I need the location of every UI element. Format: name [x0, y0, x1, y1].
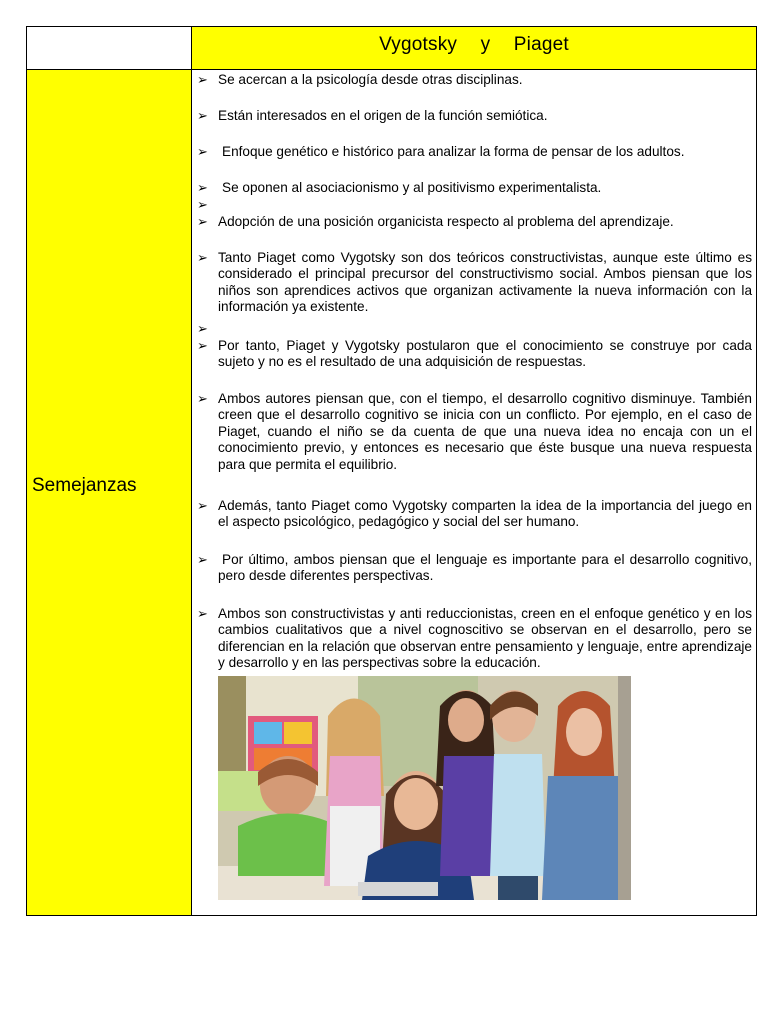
- header-title: Vygotsky y Piaget: [379, 34, 569, 55]
- arrow-bullet-icon: ➢: [197, 250, 208, 265]
- classroom-photo-illustration: [218, 676, 631, 900]
- arrow-bullet-icon: ➢: [197, 391, 208, 406]
- bullet-text: Tanto Piaget como Vygotsky son dos teóricos constructivistas, aunque este último es considerado el principal precursor del constructivismo social. Ambos piensan que los niños son aprendices activos que organizan activamente la nueva información con la información ya existente.: [218, 250, 752, 315]
- row-label-cell: [27, 70, 192, 915]
- bullet-text: Se oponen al asociacionismo y al positivismo experimentalista.: [222, 180, 602, 195]
- bullet-text: Además, tanto Piaget como Vygotsky comparten la idea de la importancia del juego en el aspecto psicológico, pedagógico y social del ser humano.: [218, 498, 752, 530]
- arrow-bullet-icon: ➢: [197, 498, 208, 513]
- bullet-text: Adopción de una posición organicista respecto al problema del aprendizaje.: [218, 214, 674, 229]
- header-cell: [192, 27, 756, 70]
- arrow-bullet-icon: ➢: [197, 606, 208, 621]
- bullet-text: Enfoque genético e histórico para analizar la forma de pensar de los adultos.: [222, 144, 685, 159]
- arrow-bullet-icon: ➢: [197, 552, 208, 567]
- arrow-bullet-icon: ➢: [197, 214, 208, 229]
- bullet-text: Ambos son constructivistas y anti reduccionistas, creen en el enfoque genético y en los cambios cualitativos que a nivel cognoscitivo se observan en el desarrollo, pero se diferencian en la relación que observan entre pensamiento y lenguaje, entre aprendizaje y desarrollo y en las perspectivas sobre la educación.: [218, 606, 752, 671]
- content-cell: [192, 70, 756, 915]
- arrow-bullet-icon: ➢: [197, 321, 208, 336]
- arrow-bullet-icon: ➢: [197, 338, 208, 353]
- comparison-table: [26, 26, 757, 916]
- arrow-bullet-icon: ➢: [197, 108, 208, 123]
- classroom-photo: [218, 676, 631, 900]
- bullet-text: Por último, ambos piensan que el lenguaje es importante para el desarrollo cognitivo, pero desde diferentes perspectivas.: [218, 552, 752, 584]
- bullet-text: Se acercan a la psicología desde otras disciplinas.: [218, 72, 523, 87]
- bullet-text: Ambos autores piensan que, con el tiempo, el desarrollo cognitivo disminuye. También creen que el desarrollo cognitivo se inicia con un conflicto. Por ejemplo, en el caso de Piaget, cuando el niño se da cuenta de que una nueva idea no encaja con un el conocimiento previo, y entonces es necesario que éste busque una nueva respuesta para que permita el equilibrio.: [218, 391, 752, 472]
- arrow-bullet-icon: ➢: [197, 144, 208, 159]
- arrow-bullet-icon: ➢: [197, 72, 208, 87]
- bullet-text: Están interesados en el origen de la función semiótica.: [218, 108, 548, 123]
- row-label: Semejanzas: [32, 474, 137, 496]
- bullet-text: Por tanto, Piaget y Vygotsky postularon que el conocimiento se construye por cada sujeto y no es el resultado de una adquisición de respuestas.: [218, 338, 752, 370]
- arrow-bullet-icon: ➢: [197, 197, 208, 212]
- arrow-bullet-icon: ➢: [197, 180, 208, 195]
- corner-cell: [27, 27, 192, 70]
